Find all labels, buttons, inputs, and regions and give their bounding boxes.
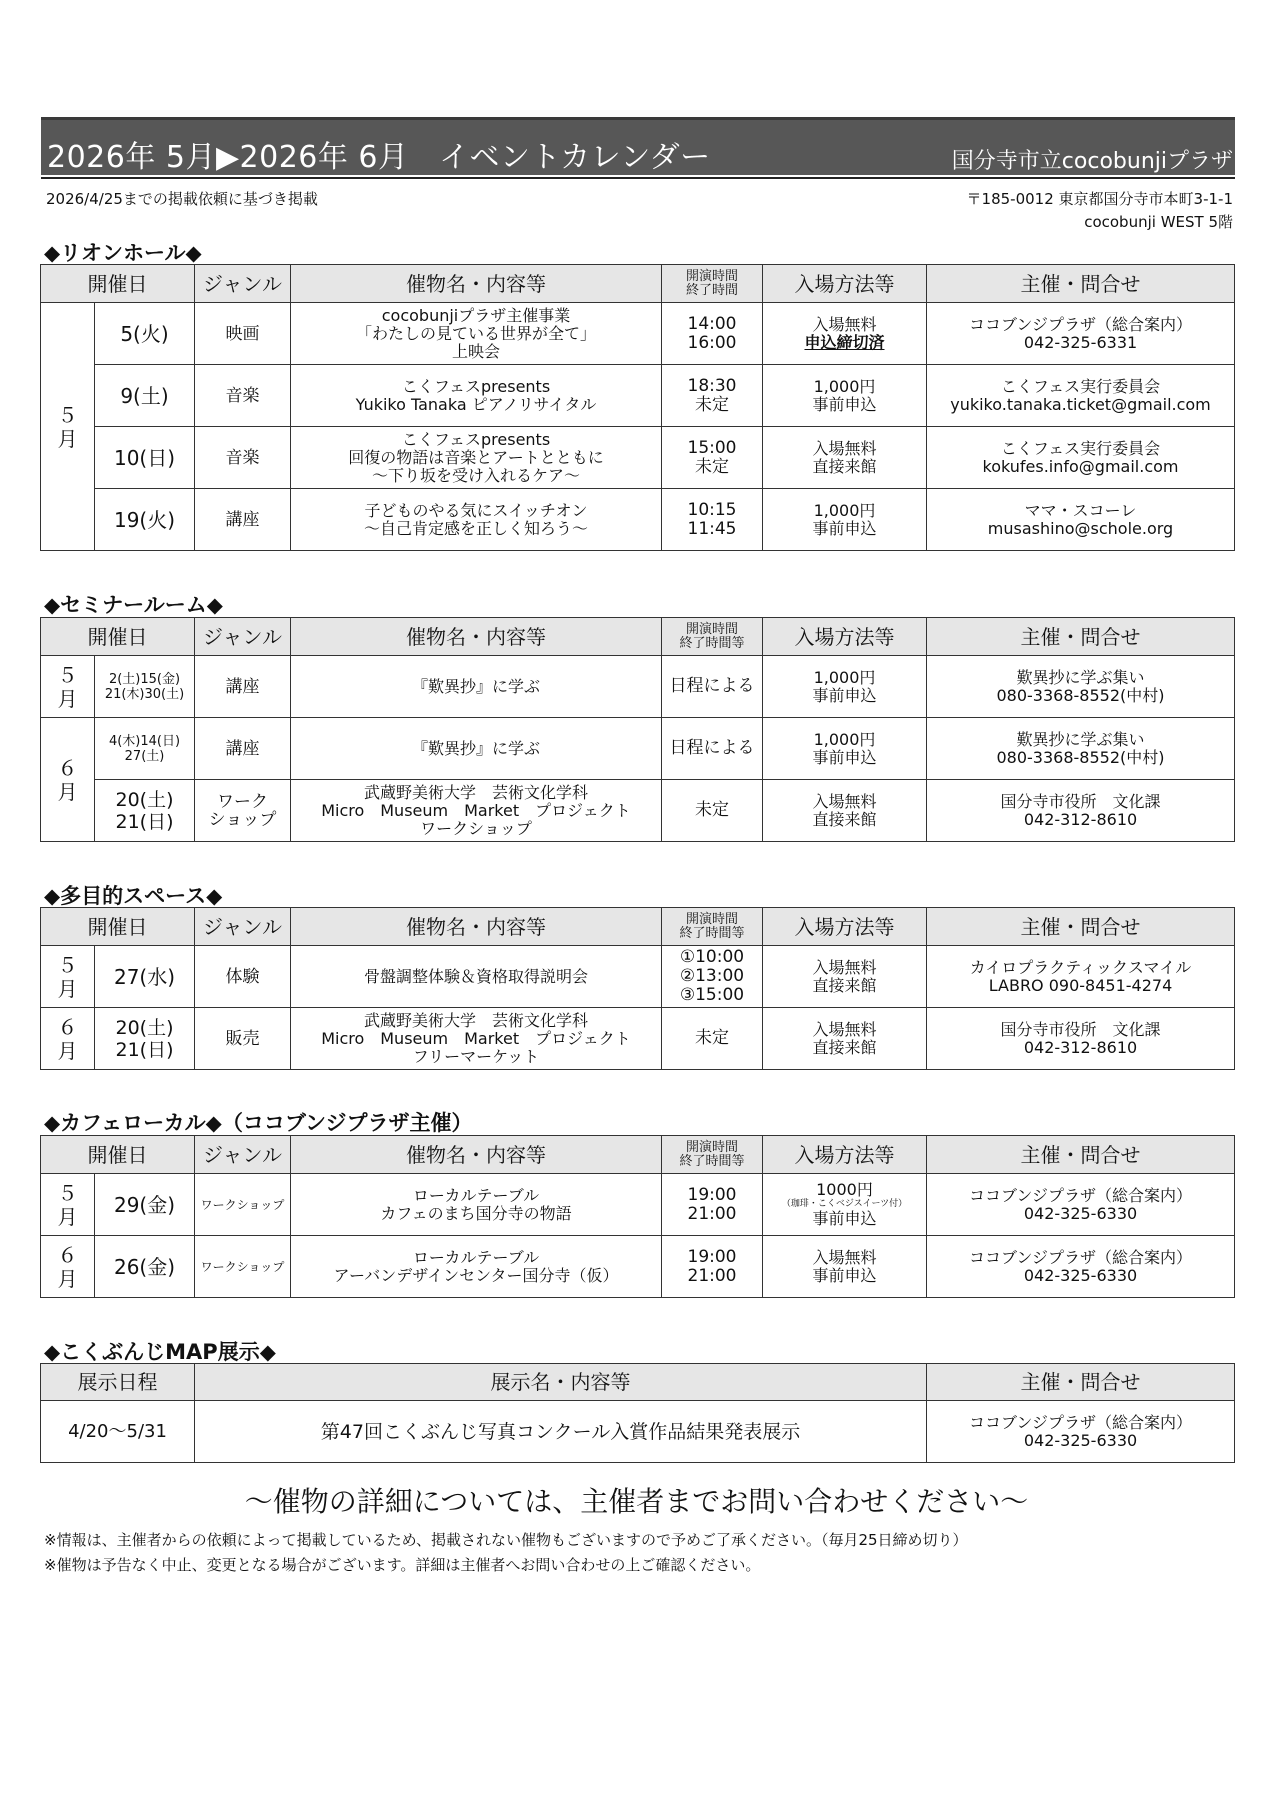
table-header-row <box>41 1136 1235 1174</box>
event-genre: ワークショップ <box>195 1174 291 1236</box>
multipurpose-space-table <box>40 907 1235 1070</box>
exhibit-contact: ココブンジプラザ（総合案内） 042-325-6330 <box>927 1401 1235 1463</box>
month-label: ５ 月 <box>41 1174 95 1236</box>
section-title-cafe-local: ◆カフェローカル◆（ココブンジプラザ主催） <box>44 1111 473 1135</box>
event-entry: 1,000円 事前申込 <box>763 489 927 551</box>
address: 〒185-0012 東京都国分寺市本町3-1-1 <box>966 190 1233 208</box>
event-genre: 講座 <box>195 656 291 718</box>
month-label: ５ 月 <box>41 656 95 718</box>
event-time: 14:00 16:00 <box>662 303 763 365</box>
header-entry: 入場方法等 <box>763 1136 927 1174</box>
event-genre: 体験 <box>195 946 291 1008</box>
event-time: 日程による <box>662 718 763 780</box>
event-name: 骨盤調整体験＆資格取得説明会 <box>291 946 662 1008</box>
header-genre: ジャンル <box>195 1136 291 1174</box>
header-rule <box>41 177 1235 179</box>
table-header-row <box>41 265 1235 303</box>
table-row <box>41 303 1235 365</box>
event-date: 29(金) <box>95 1174 195 1236</box>
header-time: 開演時間 終了時間等 <box>662 1136 763 1174</box>
exhibit-date: 4/20～5/31 <box>41 1401 195 1463</box>
header-date: 開催日 <box>41 618 195 656</box>
header-date: 開催日 <box>41 908 195 946</box>
event-time: 10:15 11:45 <box>662 489 763 551</box>
table-header-row <box>41 618 1235 656</box>
header-contact: 主催・問合せ <box>927 618 1235 656</box>
header-entry: 入場方法等 <box>763 618 927 656</box>
event-genre: 講座 <box>195 718 291 780</box>
publication-note: 2026/4/25までの掲載依頼に基づき掲載 <box>46 190 318 208</box>
table-row <box>41 489 1235 551</box>
event-time: 未定 <box>662 1008 763 1070</box>
month-label: ６ 月 <box>41 1236 95 1298</box>
event-name: 『歎異抄』に学ぶ <box>291 656 662 718</box>
event-name: こくフェスpresents Yukiko Tanaka ピアノリサイタル <box>291 365 662 427</box>
section-title-lion-hall: ◆リオンホール◆ <box>44 241 202 265</box>
map-exhibit-table <box>40 1363 1235 1463</box>
event-name: 子どものやる気にスイッチオン ～自己肯定感を正しく知ろう～ <box>291 489 662 551</box>
table-row <box>41 1174 1235 1236</box>
header-event: 催物名・内容等 <box>291 908 662 946</box>
table-row <box>41 946 1235 1008</box>
lion-hall-table <box>40 264 1235 551</box>
event-entry: 入場無料 直接来館 <box>763 946 927 1008</box>
month-label: ５ 月 <box>41 946 95 1008</box>
footnote: ※催物は予告なく中止、変更となる場合がございます。詳細は主催者へお問い合わせの上ご確認ください。 <box>44 1556 761 1574</box>
event-date: 2(土)15(金) 21(木)30(土) <box>95 656 195 718</box>
table-header-row <box>41 1364 1235 1401</box>
event-time: 日程による <box>662 656 763 718</box>
event-name: ローカルテーブル アーバンデザインセンター国分寺（仮） <box>291 1236 662 1298</box>
event-date: 5(火) <box>95 303 195 365</box>
event-contact: ココブンジプラザ（総合案内） 042-325-6330 <box>927 1174 1235 1236</box>
event-date: 26(金) <box>95 1236 195 1298</box>
event-date: 27(水) <box>95 946 195 1008</box>
event-name: こくフェスpresents 回復の物語は音楽とアートとともに ～下り坂を受け入れるケア～ <box>291 427 662 489</box>
event-contact: ココブンジプラザ（総合案内） 042-325-6331 <box>927 303 1235 365</box>
event-entry: 入場無料 直接来館 <box>763 780 927 842</box>
header-time: 開演時間 終了時間等 <box>662 618 763 656</box>
event-genre: 音楽 <box>195 365 291 427</box>
cafe-local-table <box>40 1135 1235 1298</box>
header-event: 催物名・内容等 <box>291 265 662 303</box>
month-label: ５ 月 <box>41 303 95 551</box>
table-row <box>41 718 1235 780</box>
header-contact: 主催・問合せ <box>927 908 1235 946</box>
event-genre: 音楽 <box>195 427 291 489</box>
event-genre: 講座 <box>195 489 291 551</box>
closing-message: ～催物の詳細については、主催者までお問い合わせください～ <box>244 1485 1029 1518</box>
header-entry: 入場方法等 <box>763 265 927 303</box>
event-entry: 入場無料 直接来館 <box>763 1008 927 1070</box>
event-contact: 国分寺市役所 文化課 042-312-8610 <box>927 1008 1235 1070</box>
header-exhibit-name: 展示名・内容等 <box>195 1364 927 1401</box>
event-entry: 1,000円 事前申込 <box>763 365 927 427</box>
building: cocobunji WEST 5階 <box>1084 213 1233 231</box>
table-row <box>41 1236 1235 1298</box>
header-genre: ジャンル <box>195 908 291 946</box>
header-event: 催物名・内容等 <box>291 1136 662 1174</box>
seminar-room-table <box>40 617 1235 842</box>
event-date: 9(土) <box>95 365 195 427</box>
header-contact: 主催・問合せ <box>927 1136 1235 1174</box>
month-label: ６ 月 <box>41 718 95 842</box>
exhibit-name: 第47回こくぶんじ写真コンクール入賞作品結果発表展示 <box>195 1401 927 1463</box>
event-entry: 1,000円 事前申込 <box>763 718 927 780</box>
event-time: ①10:00 ②13:00 ③15:00 <box>662 946 763 1008</box>
event-time: 19:00 21:00 <box>662 1236 763 1298</box>
event-contact: カイロプラクティックスマイル LABRO 090-8451-4274 <box>927 946 1235 1008</box>
table-row <box>41 1401 1235 1463</box>
page-title: 2026年 5月▶2026年 6月 イベントカレンダー <box>47 140 711 175</box>
header-time: 開演時間 終了時間等 <box>662 908 763 946</box>
header-date: 開催日 <box>41 1136 195 1174</box>
event-name: 武蔵野美術大学 芸術文化学科 Micro Museum Market プロジェクト フリーマーケット <box>291 1008 662 1070</box>
section-title-multipurpose-space: ◆多目的スペース◆ <box>44 884 223 908</box>
event-contact: ココブンジプラザ（総合案内） 042-325-6330 <box>927 1236 1235 1298</box>
organization-name: 国分寺市立cocobunjiプラザ <box>951 149 1233 174</box>
event-contact: 歎異抄に学ぶ集い 080-3368-8552(中村) <box>927 656 1235 718</box>
event-time: 19:00 21:00 <box>662 1174 763 1236</box>
event-date: 20(土) 21(日) <box>95 780 195 842</box>
event-time: 15:00 未定 <box>662 427 763 489</box>
header-time: 開演時間 終了時間 <box>662 265 763 303</box>
footnote: ※情報は、主催者からの依頼によって掲載しているため、掲載されない催物もございますので予めご了承ください。（毎月25日締め切り） <box>44 1531 968 1549</box>
event-contact: 国分寺市役所 文化課 042-312-8610 <box>927 780 1235 842</box>
event-entry: 1,000円 事前申込 <box>763 656 927 718</box>
event-entry: 入場無料 事前申込 <box>763 1236 927 1298</box>
header-entry: 入場方法等 <box>763 908 927 946</box>
event-contact: ママ・スコーレ musashino@schole.org <box>927 489 1235 551</box>
event-date: 19(火) <box>95 489 195 551</box>
event-entry: 入場無料 申込締切済 <box>763 303 927 365</box>
header-genre: ジャンル <box>195 618 291 656</box>
table-row <box>41 1008 1235 1070</box>
header-contact: 主催・問合せ <box>927 1364 1235 1401</box>
header-contact: 主催・問合せ <box>927 265 1235 303</box>
header-genre: ジャンル <box>195 265 291 303</box>
event-time: 未定 <box>662 780 763 842</box>
event-genre: 販売 <box>195 1008 291 1070</box>
table-row <box>41 780 1235 842</box>
header-date: 開催日 <box>41 265 195 303</box>
header-event: 催物名・内容等 <box>291 618 662 656</box>
event-entry: 入場無料 直接来館 <box>763 427 927 489</box>
event-date: 20(土) 21(日) <box>95 1008 195 1070</box>
event-name: 武蔵野美術大学 芸術文化学科 Micro Museum Market プロジェクト ワークショップ <box>291 780 662 842</box>
event-date: 10(日) <box>95 427 195 489</box>
header-exhibit-date: 展示日程 <box>41 1364 195 1401</box>
event-genre: ワークショップ <box>195 1236 291 1298</box>
event-time: 18:30 未定 <box>662 365 763 427</box>
event-entry: 1000円 （珈琲・こくベジスイーツ付） 事前申込 <box>763 1174 927 1236</box>
event-contact: こくフェス実行委員会 yukiko.tanaka.ticket@gmail.com <box>927 365 1235 427</box>
event-contact: 歎異抄に学ぶ集い 080-3368-8552(中村) <box>927 718 1235 780</box>
table-row <box>41 427 1235 489</box>
table-header-row <box>41 908 1235 946</box>
event-contact: こくフェス実行委員会 kokufes.info@gmail.com <box>927 427 1235 489</box>
event-genre: 映画 <box>195 303 291 365</box>
table-row <box>41 656 1235 718</box>
section-title-seminar-room: ◆セミナールーム◆ <box>44 593 223 617</box>
section-title-map-exhibit: ◆こくぶんじMAP展示◆ <box>44 1340 276 1364</box>
event-genre: ワーク ショップ <box>195 780 291 842</box>
table-row <box>41 365 1235 427</box>
month-label: ６ 月 <box>41 1008 95 1070</box>
event-date: 4(木)14(日) 27(土) <box>95 718 195 780</box>
event-name: cocobunjiプラザ主催事業 「わたしの見ている世界が全て」 上映会 <box>291 303 662 365</box>
event-name: ローカルテーブル カフェのまち国分寺の物語 <box>291 1174 662 1236</box>
event-name: 『歎異抄』に学ぶ <box>291 718 662 780</box>
